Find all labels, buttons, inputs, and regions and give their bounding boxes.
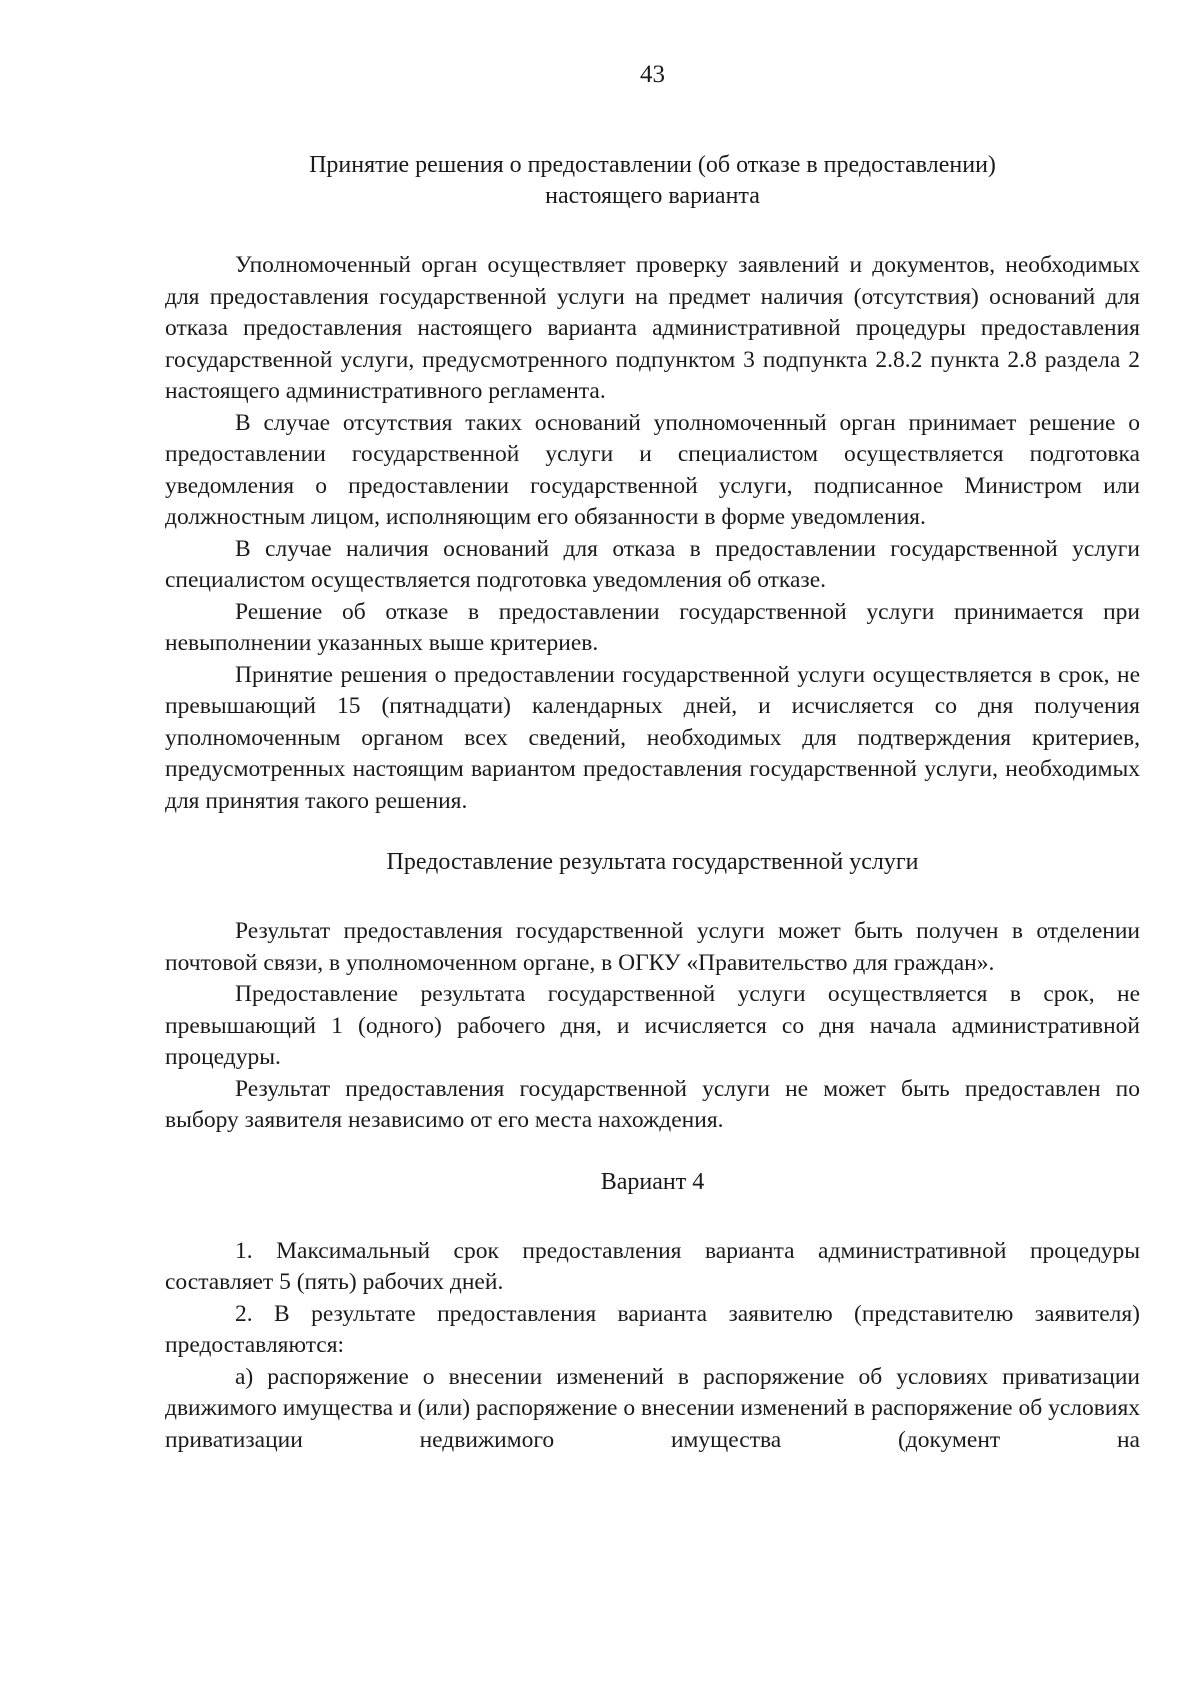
paragraph: Уполномоченный орган осуществляет проверку заявлений и документов, необходимых для предоставления государственной услуги на предмет наличия (отсутствия) оснований для отказа предоставления настоящего варианта административной процедуры предоставления государственной услуги, предусмотренного подпунктом 3 подпункта 2.8.2 пункта 2.8 раздела 2 настоящего административного регламента. — [165, 252, 1140, 404]
paragraph: Результат предоставления государственной услуги может быть получен в отделении почтовой связи, в уполномоченном органе, в ОГКУ «Правительство для граждан». — [165, 918, 1140, 976]
section-heading-decision-line2: настоящего варианта — [545, 183, 760, 209]
paragraph: 1. Максимальный срок предоставления варианта административной процедуры составляет 5 (пять) рабочих дней. — [165, 1237, 1140, 1295]
paragraph: В случае наличия оснований для отказа в предоставлении государственной услуги специалистом осуществляется подготовка уведомления об отказе. — [165, 535, 1140, 593]
page-number: 43 — [640, 61, 665, 88]
section-heading-variant: Вариант 4 — [600, 1168, 705, 1195]
paragraph: Принятие решения о предоставлении государственной услуги осуществляется в срок, не превышающий 15 (пятнадцати) календарных дней, и исчисляется со дня получения уполномоченным органом всех сведений, необходимых для подтверждения критериев, предусмотренных настоящим вариантом предоставления государственной услуги, необходимых для принятия такого решения. — [165, 661, 1140, 814]
section-heading-decision — [165, 150, 1140, 212]
section-heading-result: Предоставление результата государственной услуги — [386, 849, 919, 875]
paragraph: Решение об отказе в предоставлении государственной услуги принимается при невыполнении указанных выше критериев. — [165, 598, 1140, 656]
paragraph: В случае отсутствия таких оснований уполномоченный орган принимает решение о предоставлении государственной услуги и специалистом осуществляется подготовка уведомления о предоставлении государственной услуги, подписанное Министром или должностным лицом, исполняющим его обязанности в форме уведомления. — [165, 409, 1140, 530]
document-page — [165, 60, 1140, 1456]
section-heading-decision-line1: Принятие решения о предоставлении (об отказе в предоставлении) — [309, 152, 996, 178]
paragraph: Предоставление результата государственной услуги осуществляется в срок, не превышающий 1 (одного) рабочего дня, и исчисляется со дня начала административной процедуры. — [165, 981, 1140, 1070]
list-item-a: а) распоряжение о внесении изменений в распоряжение об условиях приватизации движимого имущества и (или) распоряжение о внесении изменений в распоряжение об условиях приватизации недвижимого имущества (документ на — [165, 1363, 1140, 1453]
paragraph: Результат предоставления государственной услуги не может быть предоставлен по выбору заявителя независимо от его места нахождения. — [165, 1075, 1140, 1133]
paragraph: 2. В результате предоставления варианта заявителю (представителю заявителя) предоставляются: — [165, 1300, 1140, 1358]
